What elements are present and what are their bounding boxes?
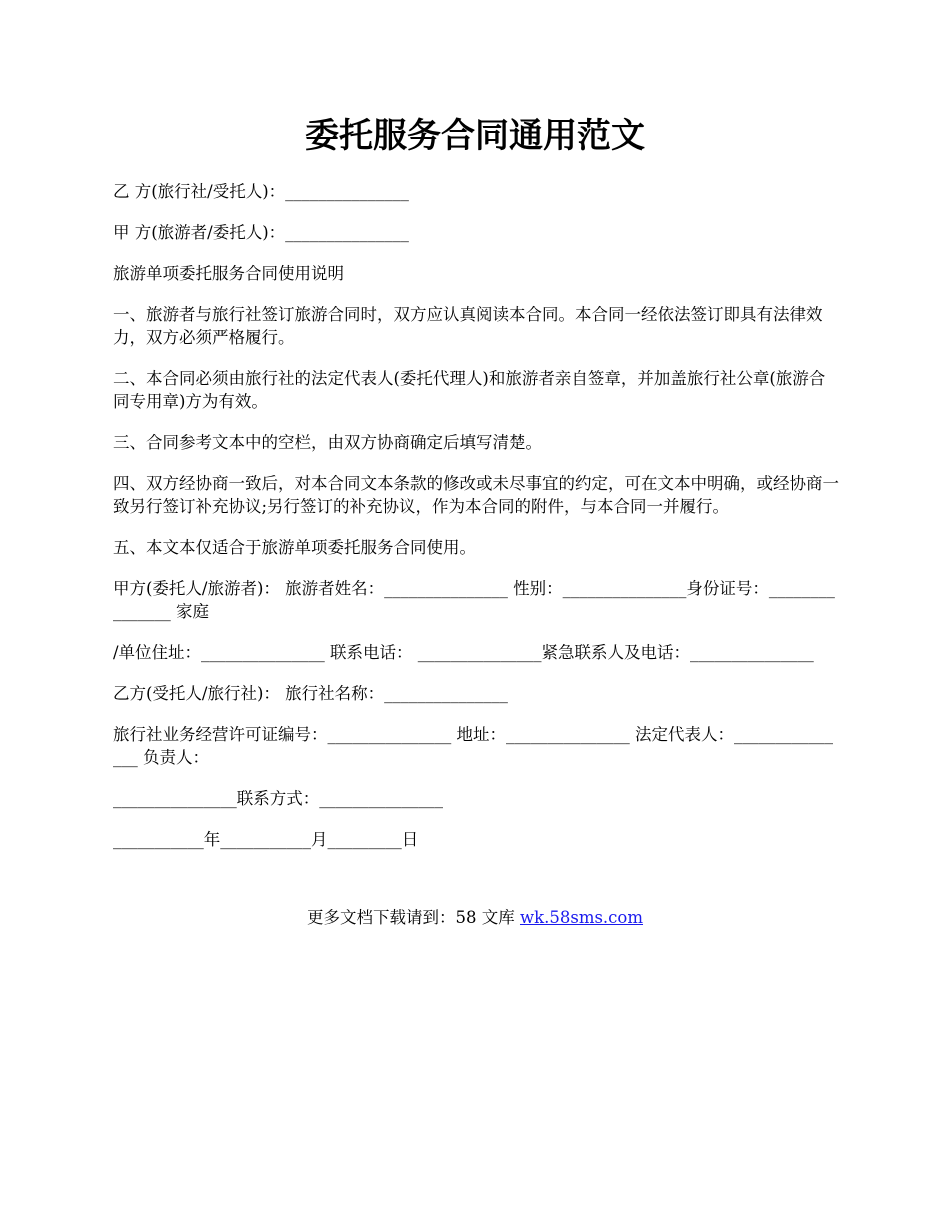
instruction-4: 四、双方经协商一致后，对本合同文本条款的修改或未尽事宜的约定，可在文本中明确，或经协商一致另行签订补充协议;另行签订的补充协议，作为本合同的附件，与本合同一并履行。 [113,474,839,516]
date-line: ___________年___________月_________日 [113,830,419,849]
party-a-line: 甲 方(旅游者/委托人)：_______________ [113,223,409,242]
instruction-1: 一、旅游者与旅行社签订旅游合同时，双方应认真阅读本合同。本合同一经依法签订即具有法律效力，双方必须严格履行。 [113,305,823,347]
footer-link[interactable]: wk.58sms.com [519,908,643,927]
instructions-heading: 旅游单项委托服务合同使用说明 [113,264,344,283]
party-b-details: 乙方(受托人/旅行社)： 旅行社名称：_______________ [113,684,508,703]
footer-text: 更多文档下载请到：58 文库 [306,908,520,927]
instruction-2: 二、本合同必须由旅行社的法定代表人(委托代理人)和旅游者亲自签章，并加盖旅行社公章(旅游合同专用章)方为有效。 [113,369,826,411]
contact-line: _______________联系方式：_______________ [113,789,443,808]
footer [0,906,950,929]
party-b-line: 乙 方(旅行社/受托人)：_______________ [113,182,409,201]
agency-license-line: 旅行社业务经营许可证编号：_______________ 地址：_______________ 法定代表人：_______________ 负责人： [113,725,833,767]
document-body [113,180,840,869]
instruction-5: 五、本文本仅适合于旅游单项委托服务合同使用。 [113,538,476,557]
document-title: 委托服务合同通用范文 [305,116,645,156]
party-a-details: 甲方(委托人/旅游者)： 旅游者姓名：_______________ 性别：_______________身份证号：_______________ 家庭 [113,579,835,621]
instruction-3: 三、合同参考文本中的空栏，由双方协商确定后填写清楚。 [113,433,542,452]
party-a-address: /单位住址：_______________ 联系电话： _______________紧急联系人及电话：_______________ [113,643,814,662]
